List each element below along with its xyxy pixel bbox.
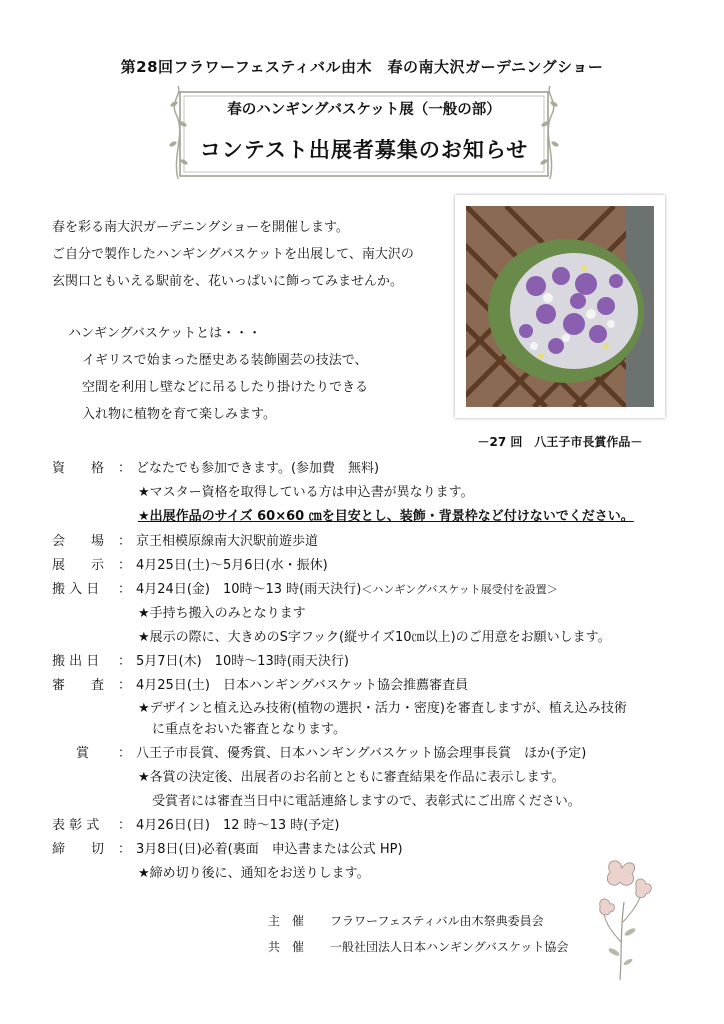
deadline-note: ★締め切り後に、通知をお送りします。	[138, 866, 370, 881]
colon: ：	[118, 582, 132, 597]
definition-line: イギリスで始まった歴史ある装飾園芸の技法で、	[82, 353, 368, 368]
flower-photo-icon	[466, 206, 654, 407]
label-eligibility: 資 格	[52, 461, 105, 476]
colon: ：	[118, 534, 132, 549]
label-deadline: 締 切	[52, 842, 105, 857]
carry-in-note: ★手持ち搬入のみとなります	[138, 606, 306, 621]
carry-in-time: 4月24日(金) 10時～13 時(雨天決行)	[136, 582, 362, 597]
label-judging: 審 査	[52, 678, 105, 693]
colon: ：	[118, 558, 132, 573]
label-venue: 会 場	[52, 534, 105, 549]
judging-note: に重点をおいた審査となります。	[152, 722, 346, 737]
colon: ：	[118, 746, 132, 761]
colon: ：	[118, 842, 132, 857]
definition-line: 空間を利用し壁などに吊るしたり掛けたりできる	[82, 380, 369, 395]
label-carry-in: 搬 入 日	[52, 582, 100, 597]
value-venue: 京王相模原線南大沢駅前遊歩道	[136, 534, 319, 549]
hanging-basket-photo	[455, 195, 665, 418]
intro-line: ご自分で製作したハンギングバスケットを出展して、南大沢の	[52, 247, 414, 262]
banner-subtitle: 春のハンギングバスケット展（一般の部）	[227, 102, 501, 118]
page-header: 第28回フラワーフェスティバル由木 春の南大沢ガーデニングショー	[120, 58, 604, 76]
intro-line: 春を彩る南大沢ガーデニングショーを開催します。	[52, 220, 349, 235]
carry-in-note: ★展示の際に、大きめのS字フック(縦サイズ10㎝以上)のご用意をお願いします。	[138, 630, 611, 645]
label-carry-out: 搬 出 日	[52, 654, 100, 669]
host-label: 主 催	[268, 914, 305, 928]
value-judging: 4月25日(土) 日本ハンギングバスケット協会推薦審査員	[136, 678, 469, 693]
label-ceremony: 表 彰 式	[52, 818, 100, 833]
definition-line: 入れ物に植物を育て楽しみます。	[82, 407, 276, 422]
value-award: 八王子市長賞、優秀賞、日本ハンギングバスケット協会理事長賞 ほか(予定)	[136, 746, 587, 761]
judging-note: ★デザインと植え込み技術(植物の選択・活力・密度)を審査しますが、植え込み技術	[138, 701, 627, 716]
value-deadline: 3月8日(日)必着(裏面 申込書または公式 HP)	[136, 842, 403, 857]
intro-line: 玄関口ともいえる駅前を、花いっぱいに飾ってみませんか。	[52, 274, 404, 289]
definition-heading: ハンギングバスケットとは・・・	[68, 326, 262, 341]
colon: ：	[118, 654, 132, 669]
host-name: フラワーフェスティバル由木祭典委員会	[330, 914, 544, 928]
value-ceremony: 4月26日(日) 12 時～13 時(予定)	[136, 818, 340, 833]
value-exhibit: 4月25日(土)～5月6日(水・振休)	[136, 558, 328, 573]
cohost-name: 一般社団法人日本ハンギングバスケット協会	[330, 940, 569, 954]
carry-in-reception: ＜ハンギングバスケット展受付を設置＞	[361, 583, 558, 596]
value-eligibility: どなたでも参加できます。(参加費 無料)	[136, 461, 380, 476]
banner-title: コンテスト出展者募集のお知らせ	[199, 138, 529, 162]
cohost-label: 共 催	[268, 940, 305, 954]
photo-caption: －27 回 八王子市長賞作品－	[477, 435, 643, 449]
label-award: 賞	[76, 746, 90, 761]
value-carry-out: 5月7日(木) 10時～13時(雨天決行)	[136, 654, 349, 669]
colon: ：	[118, 678, 132, 693]
award-note: 受賞者には審査当日中に電話連絡しますので、表彰式にご出席ください。	[152, 794, 581, 809]
value-carry-in	[136, 578, 558, 597]
colon: ：	[118, 461, 132, 476]
award-note: ★各賞の決定後、出展者のお名前とともに審査結果を作品に表示します。	[138, 770, 565, 785]
eligibility-note: ★マスター資格を取得している方は申込書が異なります。	[138, 485, 474, 500]
size-note: ★出展作品のサイズ 60×60 ㎝を目安とし、装飾・背景枠など付けないでください。	[138, 509, 634, 524]
flower-illustration-icon	[590, 852, 660, 986]
colon: ：	[118, 818, 132, 833]
label-exhibit: 展 示	[52, 558, 105, 573]
